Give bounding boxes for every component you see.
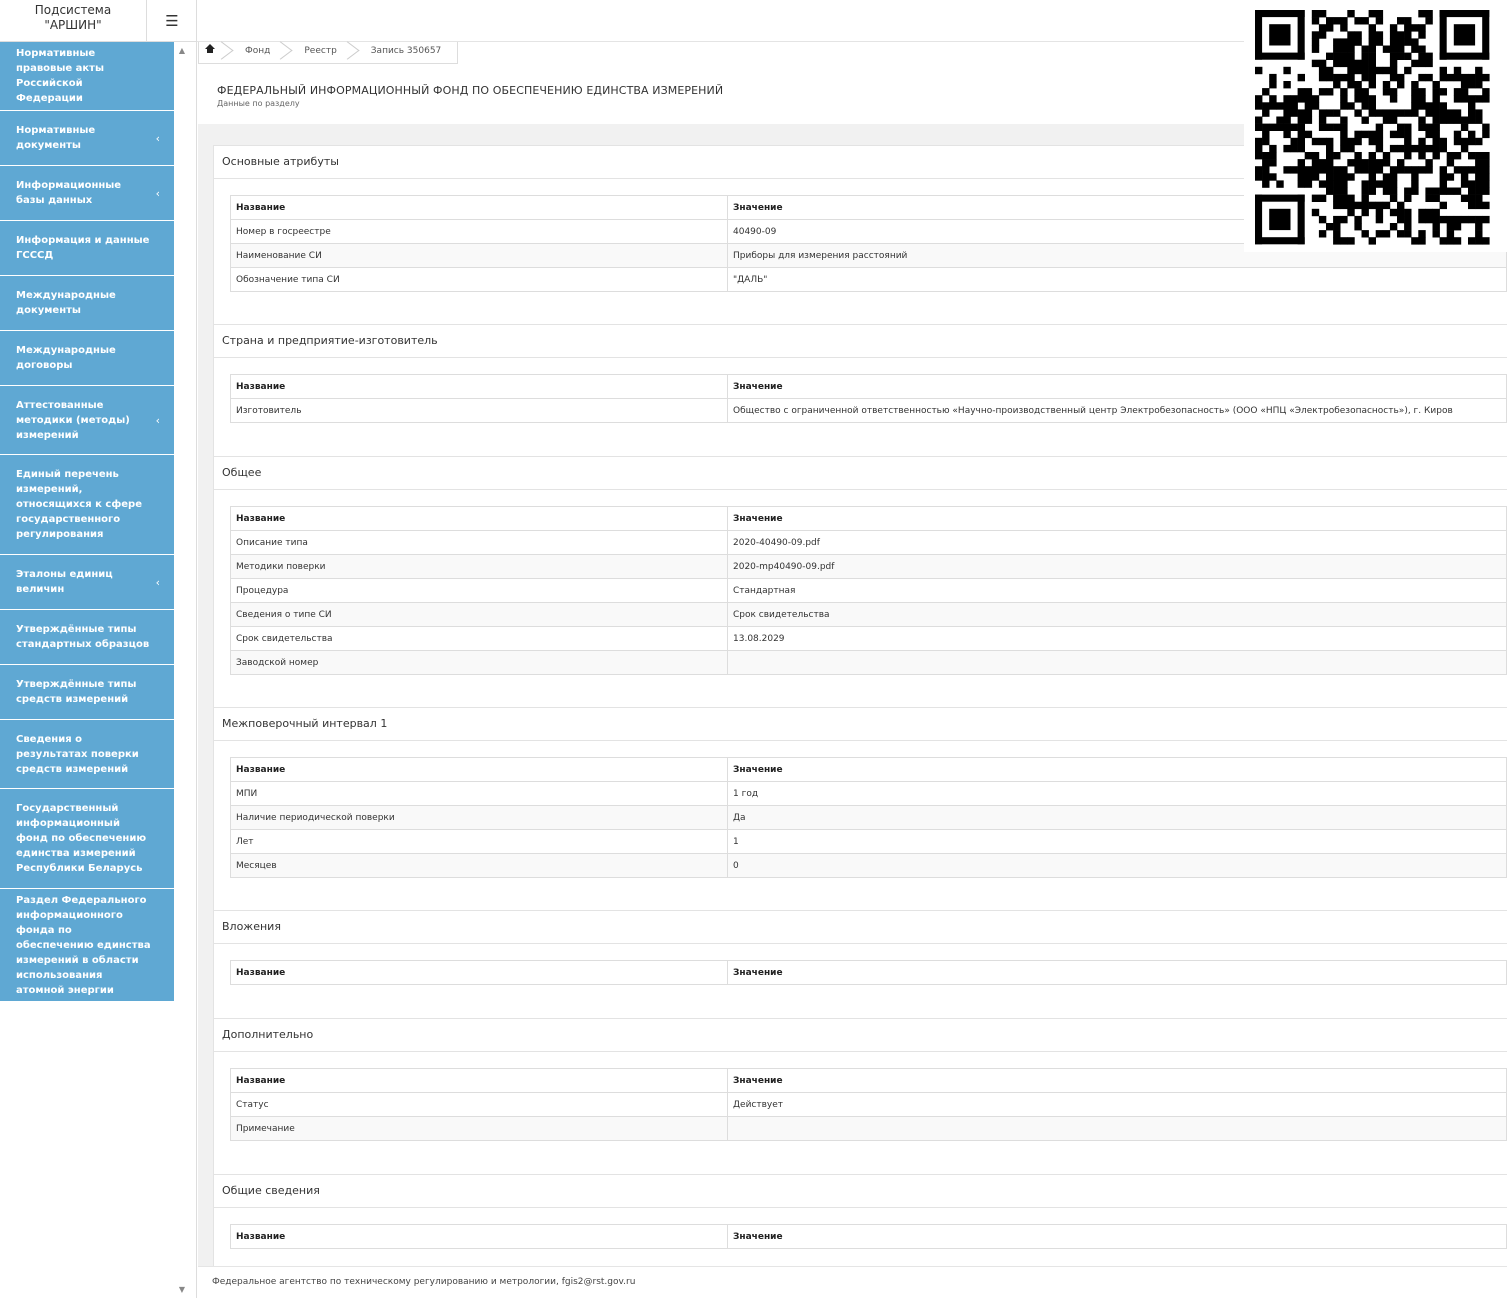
table-header-row <box>231 375 1507 399</box>
chevron-left-icon: ‹ <box>155 186 160 200</box>
section-header-divider <box>213 943 1507 944</box>
row-value-cell: 1 год <box>728 782 1507 806</box>
table-header-row <box>231 758 1507 782</box>
sidebar-item-5[interactable] <box>0 276 174 331</box>
breadcrumb <box>198 42 458 64</box>
scroll-up-icon[interactable]: ▲ <box>178 46 186 55</box>
row-value-cell: 2020-40490-09.pdf <box>728 531 1507 555</box>
chevron-left-icon: ‹ <box>155 413 160 427</box>
column-header-name: Название <box>231 196 728 220</box>
column-header-name: Название <box>231 1069 728 1093</box>
chevron-left-icon: ‹ <box>155 131 160 145</box>
row-value-cell: Срок свидетельства <box>728 603 1507 627</box>
table-row <box>231 830 1507 854</box>
table-row <box>231 579 1507 603</box>
qr-code-icon <box>1244 0 1507 252</box>
sidebar-item-label: Раздел Федерального информационного фонда по обеспечению единства измерений в области использования атомной энергии <box>16 894 151 996</box>
table-header-row <box>231 1225 1507 1249</box>
footer-text: Федеральное агентство по техническому регулированию и метрологии, fgis2@rst.gov.ru <box>212 1277 636 1287</box>
table-row <box>231 1093 1507 1117</box>
column-header-value: Значение <box>728 1225 1507 1249</box>
sidebar-item-label: Эталоны единиц величин <box>16 569 113 595</box>
row-value-cell <box>728 651 1507 675</box>
hamburger-icon[interactable]: ☰ <box>146 0 197 42</box>
attributes-table <box>230 374 1507 423</box>
row-name-cell: МПИ <box>231 782 728 806</box>
page-subtitle: Данные по разделу <box>217 99 300 108</box>
section-header-divider <box>213 740 1507 741</box>
sidebar-item-6[interactable] <box>0 331 174 386</box>
breadcrumb-item[interactable]: Запись 350657 <box>370 46 442 56</box>
row-value-cell: 40490-09 <box>728 220 1507 244</box>
row-name-cell: Обозначение типа СИ <box>231 268 728 292</box>
sidebar-item-label: Нормативные документы <box>16 125 96 151</box>
row-value-cell: Общество с ограниченной ответственностью «Научно-производственный центр Электробезопасность» (ООО «НПЦ «Электробезопасность»), г. Киров <box>728 399 1507 423</box>
sidebar-item-8[interactable] <box>0 455 174 555</box>
row-name-cell: Наименование СИ <box>231 244 728 268</box>
table-row <box>231 603 1507 627</box>
row-name-cell: Сведения о типе СИ <box>231 603 728 627</box>
sidebar-item-label: Информация и данные ГСССД <box>16 235 150 261</box>
sidebar-scrollbar[interactable] <box>174 42 196 1298</box>
table-header-row <box>231 961 1507 985</box>
sidebar-item-label: Утверждённые типы стандартных образцов <box>16 624 150 650</box>
attributes-table <box>230 757 1507 878</box>
column-header-name: Название <box>231 507 728 531</box>
row-value-cell <box>728 1117 1507 1141</box>
row-value-cell: 13.08.2029 <box>728 627 1507 651</box>
sidebar-item-label: Аттестованные методики (методы) измерений <box>16 399 130 441</box>
column-header-value: Значение <box>728 507 1507 531</box>
sidebar-item-11[interactable] <box>0 665 174 720</box>
sidebar-item-14[interactable] <box>0 889 174 1002</box>
breadcrumb-item[interactable]: Фонд <box>227 42 286 63</box>
sidebar-item-label: Сведения о результатах поверки средств измерений <box>16 733 139 775</box>
sidebar-item-label: Единый перечень измерений, относящихся к сфере государственного регулирования <box>16 469 142 540</box>
row-name-cell: Срок свидетельства <box>231 627 728 651</box>
section-header-divider <box>213 1051 1507 1052</box>
home-icon <box>205 44 215 54</box>
row-name-cell: Примечание <box>231 1117 728 1141</box>
section-divider <box>213 707 1507 708</box>
sidebar-item-label: Международные договоры <box>16 345 116 371</box>
table-header-row <box>231 1069 1507 1093</box>
breadcrumb-home[interactable] <box>199 42 227 63</box>
section-title: Страна и предприятие-изготовитель <box>222 334 438 347</box>
row-name-cell: Месяцев <box>231 854 728 878</box>
column-header-name: Название <box>231 1225 728 1249</box>
section-title: Основные атрибуты <box>222 155 339 168</box>
column-header-name: Название <box>231 758 728 782</box>
section-divider <box>213 910 1507 911</box>
row-name-cell: Наличие периодической поверки <box>231 806 728 830</box>
section-title: Общие сведения <box>222 1184 320 1197</box>
table-row <box>231 854 1507 878</box>
sidebar-item-label: Международные документы <box>16 290 116 316</box>
sidebar-item-3[interactable] <box>0 166 174 221</box>
sidebar-item-2[interactable] <box>0 111 174 166</box>
row-value-cell: 2020-mp40490-09.pdf <box>728 555 1507 579</box>
row-name-cell: Методики поверки <box>231 555 728 579</box>
table-header-row <box>231 507 1507 531</box>
scroll-down-icon[interactable]: ▼ <box>178 1285 186 1294</box>
row-name-cell: Номер в госреестре <box>231 220 728 244</box>
section-title: Дополнительно <box>222 1028 314 1041</box>
sidebar-item-7[interactable] <box>0 386 174 455</box>
section-header-divider <box>213 1207 1507 1208</box>
qr-code-graphic <box>1244 0 1507 252</box>
section-header-divider <box>213 489 1507 490</box>
column-header-name: Название <box>231 961 728 985</box>
app-title: Подсистема "АРШИН" <box>34 3 112 32</box>
sidebar-item-label: Нормативные правовые акты Российской Федерации <box>16 48 105 104</box>
sidebar-item-10[interactable] <box>0 610 174 665</box>
row-name-cell: Описание типа <box>231 531 728 555</box>
row-name-cell: Статус <box>231 1093 728 1117</box>
sidebar-item-label: Государственный информационный фонд по обеспечению единства измерений Республики Беларусь <box>16 803 147 874</box>
row-name-cell: Изготовитель <box>231 399 728 423</box>
row-value-cell: "ДАЛЬ" <box>728 268 1507 292</box>
row-value-cell: Действует <box>728 1093 1507 1117</box>
page-header <box>217 84 723 108</box>
column-header-name: Название <box>231 375 728 399</box>
page-title: ФЕДЕРАЛЬНЫЙ ИНФОРМАЦИОННЫЙ ФОНД ПО ОБЕСПЕЧЕНИЮ ЕДИНСТВА ИЗМЕРЕНИЙ <box>217 84 724 97</box>
sidebar-nav <box>0 42 174 1002</box>
row-value-cell: 1 <box>728 830 1507 854</box>
section-divider <box>213 324 1507 325</box>
breadcrumb-item[interactable]: Реестр <box>286 42 352 63</box>
column-header-value: Значение <box>728 1069 1507 1093</box>
row-value-cell: Стандартная <box>728 579 1507 603</box>
row-name-cell: Процедура <box>231 579 728 603</box>
row-value-cell: Да <box>728 806 1507 830</box>
sidebar-divider <box>196 0 197 1298</box>
table-row <box>231 806 1507 830</box>
attributes-table <box>230 960 1507 985</box>
section-title: Вложения <box>222 920 281 933</box>
section-title: Общее <box>222 466 262 479</box>
row-name-cell: Заводской номер <box>231 651 728 675</box>
attributes-table <box>230 506 1507 675</box>
table-row <box>231 268 1507 292</box>
table-row <box>231 555 1507 579</box>
section-title: Межповерочный интервал 1 <box>222 717 388 730</box>
column-header-value: Значение <box>728 196 1507 220</box>
table-row <box>231 531 1507 555</box>
sidebar-item-9[interactable] <box>0 555 174 610</box>
row-value-cell: Приборы для измерения расстояний <box>728 244 1507 268</box>
sidebar-item-label: Информационные базы данных <box>16 180 122 206</box>
table-row <box>231 627 1507 651</box>
table-row <box>231 651 1507 675</box>
sidebar-item-1[interactable] <box>0 42 174 111</box>
footer <box>198 1266 1507 1298</box>
column-header-value: Значение <box>728 758 1507 782</box>
attributes-table <box>230 1068 1507 1141</box>
column-header-value: Значение <box>728 961 1507 985</box>
table-row <box>231 1117 1507 1141</box>
column-header-value: Значение <box>728 375 1507 399</box>
sidebar-header <box>0 0 197 42</box>
sidebar-item-label: Утверждённые типы средств измерений <box>16 679 137 705</box>
row-name-cell: Лет <box>231 830 728 854</box>
row-value-cell: 0 <box>728 854 1507 878</box>
attributes-table <box>230 1224 1507 1249</box>
sidebar-item-13[interactable] <box>0 789 174 889</box>
section-divider <box>213 1018 1507 1019</box>
chevron-left-icon: ‹ <box>155 575 160 589</box>
table-row <box>231 399 1507 423</box>
section-header-divider <box>213 357 1507 358</box>
sidebar-item-12[interactable] <box>0 720 174 789</box>
sidebar-item-4[interactable] <box>0 221 174 276</box>
table-row <box>231 782 1507 806</box>
section-divider <box>213 456 1507 457</box>
section-divider <box>213 1174 1507 1175</box>
